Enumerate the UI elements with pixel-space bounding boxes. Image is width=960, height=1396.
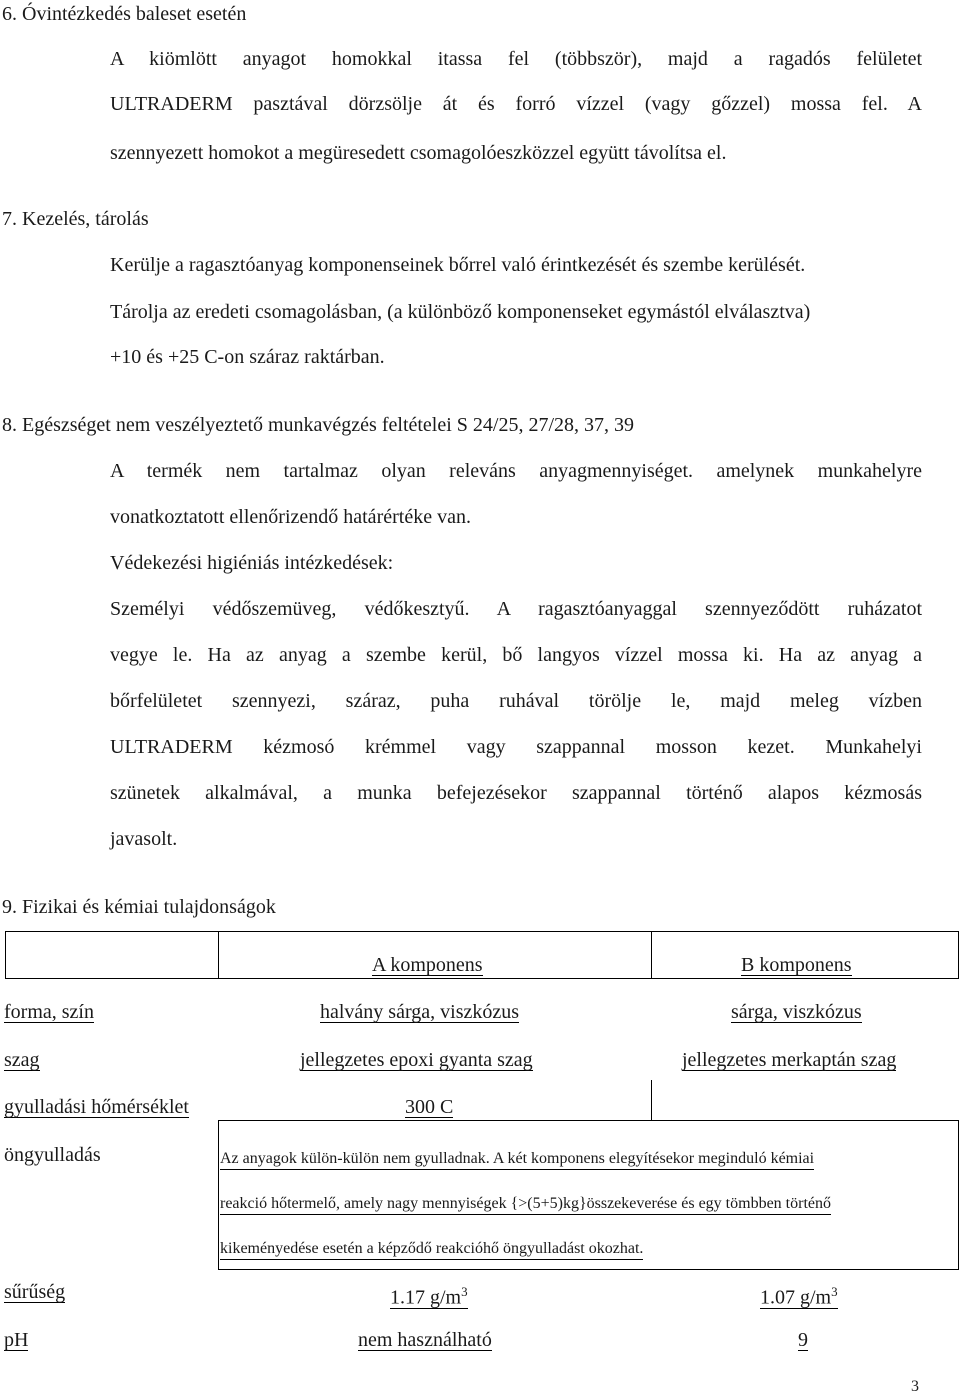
suruseg-b-value: 1.07 g/m [760, 1286, 832, 1309]
s6-line-3: szennyezett homokot a megüresedett csomagolóeszközzel együtt távolítsa el. [110, 142, 727, 164]
s8-line-4: Személyi védőszemüveg, védőkesztyű. A ragasztóanyaggal szennyeződött ruházatot [110, 598, 922, 620]
ongyulladas-text-1: Az anyagok külön-külön nem gyulladnak. A két komponens elegyítésekor meginduló kémiai [220, 1149, 814, 1170]
row-label-gyulladasi: gyulladási hőmérséklet [4, 1096, 189, 1118]
suruseg-b-exponent: 3 [831, 1284, 838, 1299]
gyulladasi-a: 300 C [405, 1096, 454, 1118]
s7-line-3: +10 és +25 C-on száraz raktárban. [110, 346, 385, 368]
s6-line-1: A kiömlött anyagot homokkal itassa fel (többször), majd a ragadós felületet [110, 48, 922, 70]
szag-b: jellegzetes merkaptán szag [682, 1049, 897, 1071]
s8-line-5: vegye le. Ha az anyag a szembe kerül, bő langyos vízzel mossa ki. Ha az anyag a [110, 644, 922, 666]
col-header-b: B komponens [741, 954, 852, 976]
ph-b: 9 [798, 1329, 808, 1351]
section-7-heading: 7. Kezelés, tárolás [2, 208, 149, 230]
ph-a: nem használható [358, 1329, 492, 1351]
suruseg-a-exponent: 3 [461, 1284, 468, 1299]
section-8-heading: 8. Egészséget nem veszélyeztető munkavégzés feltételei S 24/25, 27/28, 37, 39 [2, 414, 635, 436]
row-label-forma: forma, szín [4, 1001, 94, 1023]
forma-a: halvány sárga, viszkózus [320, 1001, 520, 1023]
suruseg-b [760, 1282, 838, 1309]
forma-b: sárga, viszkózus [731, 1001, 862, 1023]
s8-line-1: A termék nem tartalmaz olyan releváns anyagmennyiséget. amelynek munkahelyre [110, 460, 922, 482]
page-number: 3 [911, 1378, 919, 1395]
s8-line-3: Védekezési higiéniás intézkedések: [110, 552, 394, 574]
s7-line-1: Kerülje a ragasztóanyag komponenseinek bőrrel való érintkezését és szembe kerülését. [110, 254, 806, 276]
s8-line-9: javasolt. [110, 828, 178, 850]
section-6-heading: 6. Óvintézkedés baleset esetén [2, 3, 247, 25]
row-label-ongyulladas: öngyulladás [4, 1144, 101, 1166]
row-label-suruseg: sűrűség [4, 1281, 66, 1303]
section-9-heading: 9. Fizikai és kémiai tulajdonságok [2, 896, 276, 918]
s6-line-2: ULTRADERM pasztával dörzsölje át és forró vízzel (vagy gőzzel) mossa fel. A [110, 93, 922, 115]
suruseg-a-value: 1.17 g/m [390, 1286, 462, 1309]
s8-line-2: vonatkoztatott ellenőrizendő határértéke van. [110, 506, 471, 528]
s8-line-8: szünetek alkalmával, a munka befejezésekor szappannal történő alapos kézmosás [110, 782, 922, 804]
s8-line-6: bőrfelületet szennyezi, száraz, puha ruhával törölje le, majd meleg vízben [110, 690, 922, 712]
col-header-a: A komponens [372, 954, 483, 976]
row-label-ph: pH [4, 1329, 29, 1351]
s7-line-2: Tárolja az eredeti csomagolásban, (a különböző komponenseket egymástól elválasztva) [110, 301, 811, 323]
szag-a: jellegzetes epoxi gyanta szag [300, 1049, 533, 1071]
suruseg-a [390, 1282, 468, 1309]
ongyulladas-text-2: reakció hőtermelő, amely nagy mennyiségek {>(5+5)kg}összekeverése és egy tömbben történő [220, 1194, 831, 1215]
row-label-szag: szag [4, 1049, 40, 1071]
s8-line-7: ULTRADERM kézmosó krémmel vagy szappannal mosson kezet. Munkahelyi [110, 736, 922, 758]
ongyulladas-text-3: kikeményedése esetén a képződő reakcióhő öngyulladást okozhat. [220, 1239, 643, 1260]
